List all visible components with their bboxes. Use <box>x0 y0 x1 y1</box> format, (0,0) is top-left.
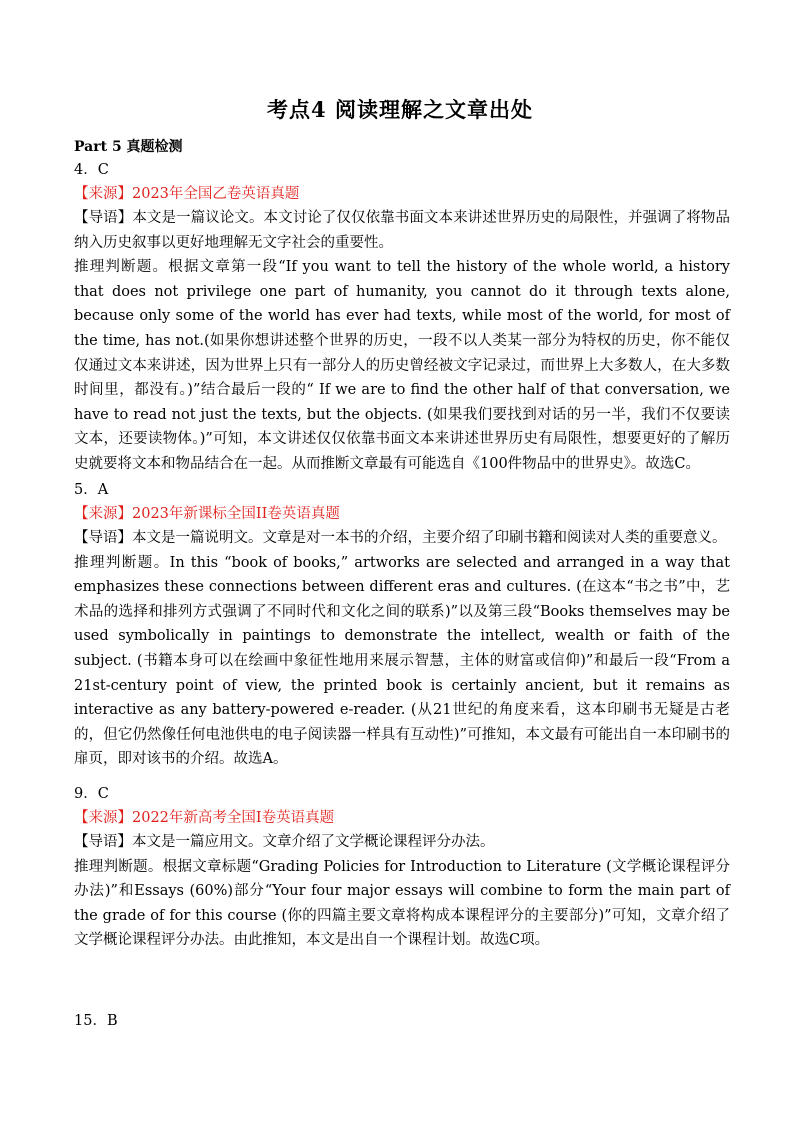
section-heading: Part 5 真题检测 <box>74 139 183 155</box>
analysis-paragraph: 推理判断题。根据文章第一段“If you want to tell the history of the whole world, a history that does not privilege one part of humanity, you cannot do it through texts alone, because only some of the world has ever had texts, while most of the world, for most of the time, has not.(如果你想讲述整个世界的历史，一段不以人类某一部分为特权的历史，你不能仅仅通过文本来讲述，因为世界上只有一部分人的历史曾经被文字记录过，而世界上大多数人，在大多数时间里，都没有。)”结合最后一段的“ If we are to find the other half of that conversation, we have to read not just the texts, but the objects. (如果我们要找到对话的另一半，我们不仅要读文本，还要读物体。)”可知，本文讲述仅仅依靠书面文本来讲述世界历史有局限性，想要更好的了解历史就要将文本和物品结合在一起。从而推断文章最有可能选自《100件物品中的世界史》。故选C。 <box>74 259 730 472</box>
answer-label: 4．C <box>74 162 109 178</box>
answer-block-5 <box>74 478 730 772</box>
guide-paragraph: 【导语】本文是一篇议论文。本文讨论了仅仅依靠书面文本来讲述世界历史的局限性，并强调了将物品纳入历史叙事以更好地理解无文字社会的重要性。 <box>74 210 730 251</box>
answer-label: 9．C <box>74 786 109 802</box>
guide-paragraph: 【导语】本文是一篇应用文。文章介绍了文学概论课程评分办法。 <box>74 834 495 850</box>
analysis-paragraph: 推理判断题。根据文章标题“Grading Policies for Introduction to Literature (文学概论课程评分办法)”和Essays (60%)部分“Your four major essays will combine to form the main part of the grade of for this course (你的四篇主要文章将构成本课程评分的主要部分)”可知，文章介绍了文学概论课程评分办法。由此推知，本文是出自一个课程计划。故选C项。 <box>74 858 730 949</box>
answer-block-15 <box>74 1009 730 1033</box>
guide-paragraph: 【导语】本文是一篇说明文。文章是对一本书的介绍，主要介绍了印刷书籍和阅读对人类的重要意义。 <box>74 530 727 546</box>
answer-block-4 <box>74 158 730 477</box>
answer-block-9 <box>74 782 730 953</box>
source-line: 【来源】2022年新高考全国Ⅰ卷英语真题 <box>74 810 335 826</box>
page-title: 考点4 阅读理解之文章出处 <box>267 97 533 122</box>
answer-label: 15．B <box>74 1013 118 1029</box>
source-line: 【来源】2023年全国乙卷英语真题 <box>74 186 300 202</box>
answer-label: 5．A <box>74 482 109 498</box>
analysis-paragraph: 推理判断题。In this “book of books,” artworks are selected and arranged in a way that emphasizes these connections between different eras and cultures. (在这本“书之书”中，艺术品的选择和排列方式强调了不同时代和文化之间的联系)”以及第三段“Books themselves may be used symbolically in paintings to demonstrate the intellect, wealth or faith of the subject. (书籍本身可以在绘画中象征性地用来展示智慧，主体的财富或信仰)”和最后一段“From a 21st-century point of view, the printed book is certainly ancient, but it remains as interactive as any battery-powered e-reader. (从21世纪的角度来看，这本印刷书无疑是古老的，但它仍然像任何电池供电的电子阅读器一样具有互动性)”可推知，本文最有可能出自一本印刷书的扉页，即对该书的介绍。故选A。 <box>74 554 730 768</box>
source-line: 【来源】2023年新课标全国II卷英语真题 <box>74 506 340 522</box>
